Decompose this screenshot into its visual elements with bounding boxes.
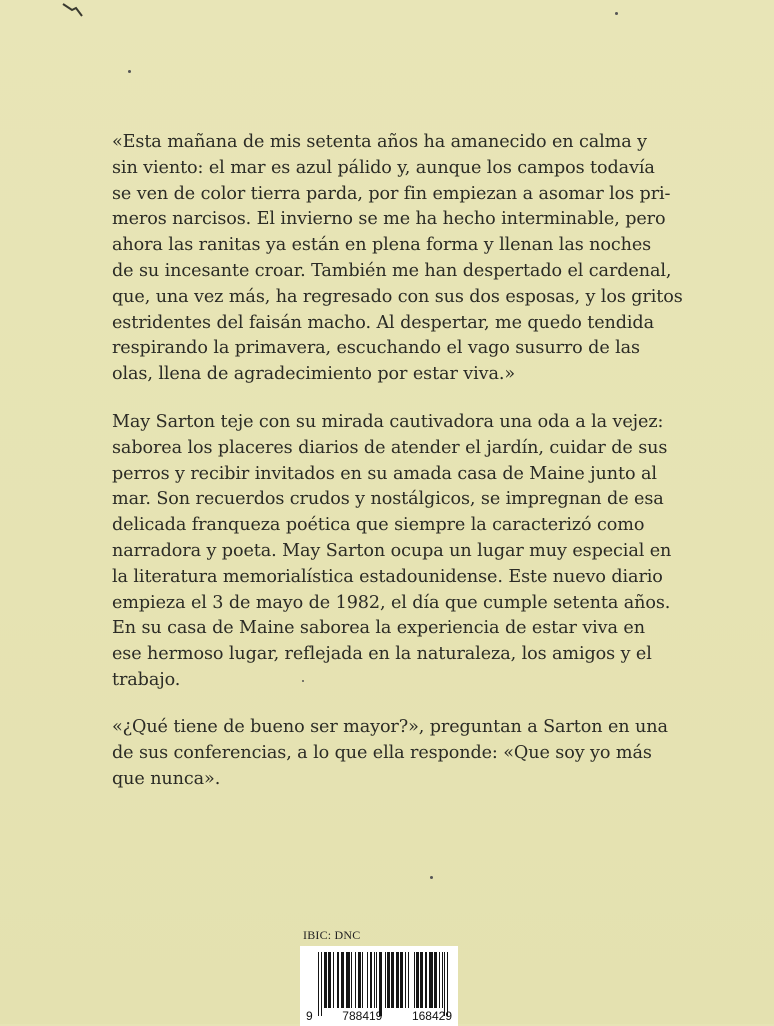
paper-speck xyxy=(128,70,131,73)
barcode-bars xyxy=(318,952,448,1008)
barcode-bar xyxy=(376,952,377,1008)
barcode-bar xyxy=(337,952,340,1008)
text-line: empieza el 3 de mayo de 1982, el día que cumple setenta años. xyxy=(112,592,671,613)
scratch-mark-icon xyxy=(62,2,84,18)
barcode-bar xyxy=(367,952,368,1008)
isbn-barcode xyxy=(300,946,458,1026)
barcode-bar xyxy=(387,952,390,1008)
barcode-digit-group-left: 788419 xyxy=(342,1009,383,1023)
barcode-bar xyxy=(400,952,403,1008)
text-line: estridentes del faisán macho. Al despertar, me quedo tendida xyxy=(112,312,654,333)
barcode-bar xyxy=(321,952,322,1016)
text-line: meros narcisos. El invierno se me ha hecho interminable, pero xyxy=(112,209,666,230)
barcode-bar xyxy=(425,952,426,1008)
barcode-bar xyxy=(434,952,437,1008)
barcode-digits xyxy=(306,1009,452,1023)
barcode-bar xyxy=(429,952,433,1008)
closing-paragraph xyxy=(112,715,668,792)
barcode-bar xyxy=(370,952,373,1008)
text-line: olas, llena de agradecimiento por estar viva.» xyxy=(112,364,515,385)
text-line: ese hermoso lugar, reflejada en la naturaleza, los amigos y el xyxy=(112,644,652,665)
text-line: de su incesante croar. También me han despertado el cardenal, xyxy=(112,260,672,281)
text-line: de sus conferencias, a lo que ella responde: «Que soy yo más xyxy=(112,742,652,763)
barcode-bar xyxy=(414,952,415,1008)
text-line: respirando la primavera, escuchando el vago susurro de las xyxy=(112,338,640,359)
barcode-bar xyxy=(362,952,363,1008)
text-line: saborea los placeres diarios de atender el jardín, cuidar de sus xyxy=(112,437,668,458)
text-line: sin viento: el mar es azul pálido y, aunque los campos todavía xyxy=(112,157,655,178)
barcode-digit-first: 9 xyxy=(306,1009,313,1023)
paper-speck xyxy=(615,12,618,15)
barcode-bar xyxy=(391,952,394,1008)
text-line: delicada franqueza poética que siempre la caracterizó como xyxy=(112,515,645,536)
barcode-bar xyxy=(396,952,399,1008)
barcode-bar xyxy=(355,952,356,1008)
barcode-bar xyxy=(318,952,319,1016)
barcode-bar xyxy=(447,952,448,1016)
barcode-bar xyxy=(444,952,445,1016)
text-line: que nunca». xyxy=(112,768,221,789)
barcode-bar xyxy=(324,952,327,1008)
barcode-bar xyxy=(358,952,361,1008)
text-line: perros y recibir invitados en su amada casa de Maine junto al xyxy=(112,463,657,484)
barcode-bar xyxy=(439,952,440,1008)
barcode-bar xyxy=(420,952,423,1008)
barcode-bar xyxy=(442,952,443,1008)
text-line: la literatura memorialística estadounidense. Este nuevo diario xyxy=(112,566,663,587)
text-line: En su casa de Maine saborea la experiencia de estar viva en xyxy=(112,618,645,639)
text-line: «Esta mañana de mis setenta años ha amanecido en calma y xyxy=(112,132,647,152)
barcode-block xyxy=(300,928,460,1026)
text-line: ahora las ranitas ya están en plena forma y llenan las noches xyxy=(112,235,652,256)
text-line: que, una vez más, ha regresado con sus dos esposas, y los gritos xyxy=(112,286,683,307)
text-line: se ven de color tierra parda, por fin empiezan a asomar los pri- xyxy=(112,183,671,204)
text-line: «¿Qué tiene de bueno ser mayor?», preguntan a Sarton en una xyxy=(112,717,668,737)
text-line: trabajo. xyxy=(112,669,181,690)
barcode-bar xyxy=(341,952,345,1008)
barcode-bar xyxy=(379,952,383,1016)
ibic-label: IBIC: DNC xyxy=(303,928,361,942)
text-line: narradora y poeta. May Sarton ocupa un lugar muy especial en xyxy=(112,540,672,561)
barcode-bar xyxy=(408,952,409,1008)
barcode-bar xyxy=(416,952,419,1008)
barcode-digit-group-right: 168429 xyxy=(411,1009,452,1023)
paper-speck xyxy=(430,876,433,879)
barcode-bar xyxy=(385,952,386,1008)
barcode-bar xyxy=(328,952,331,1008)
barcode-bar xyxy=(351,952,352,1008)
description-paragraph xyxy=(112,410,672,694)
barcode-bar xyxy=(333,952,334,1008)
barcode-bar xyxy=(405,952,406,1008)
quote-paragraph xyxy=(112,130,683,388)
text-line: May Sarton teje con su mirada cautivadora una oda a la vejez: xyxy=(112,412,664,432)
text-line: mar. Son recuerdos crudos y nostálgicos, se impregnan de esa xyxy=(112,489,664,510)
barcode-bar xyxy=(374,952,375,1008)
barcode-bar xyxy=(346,952,350,1008)
